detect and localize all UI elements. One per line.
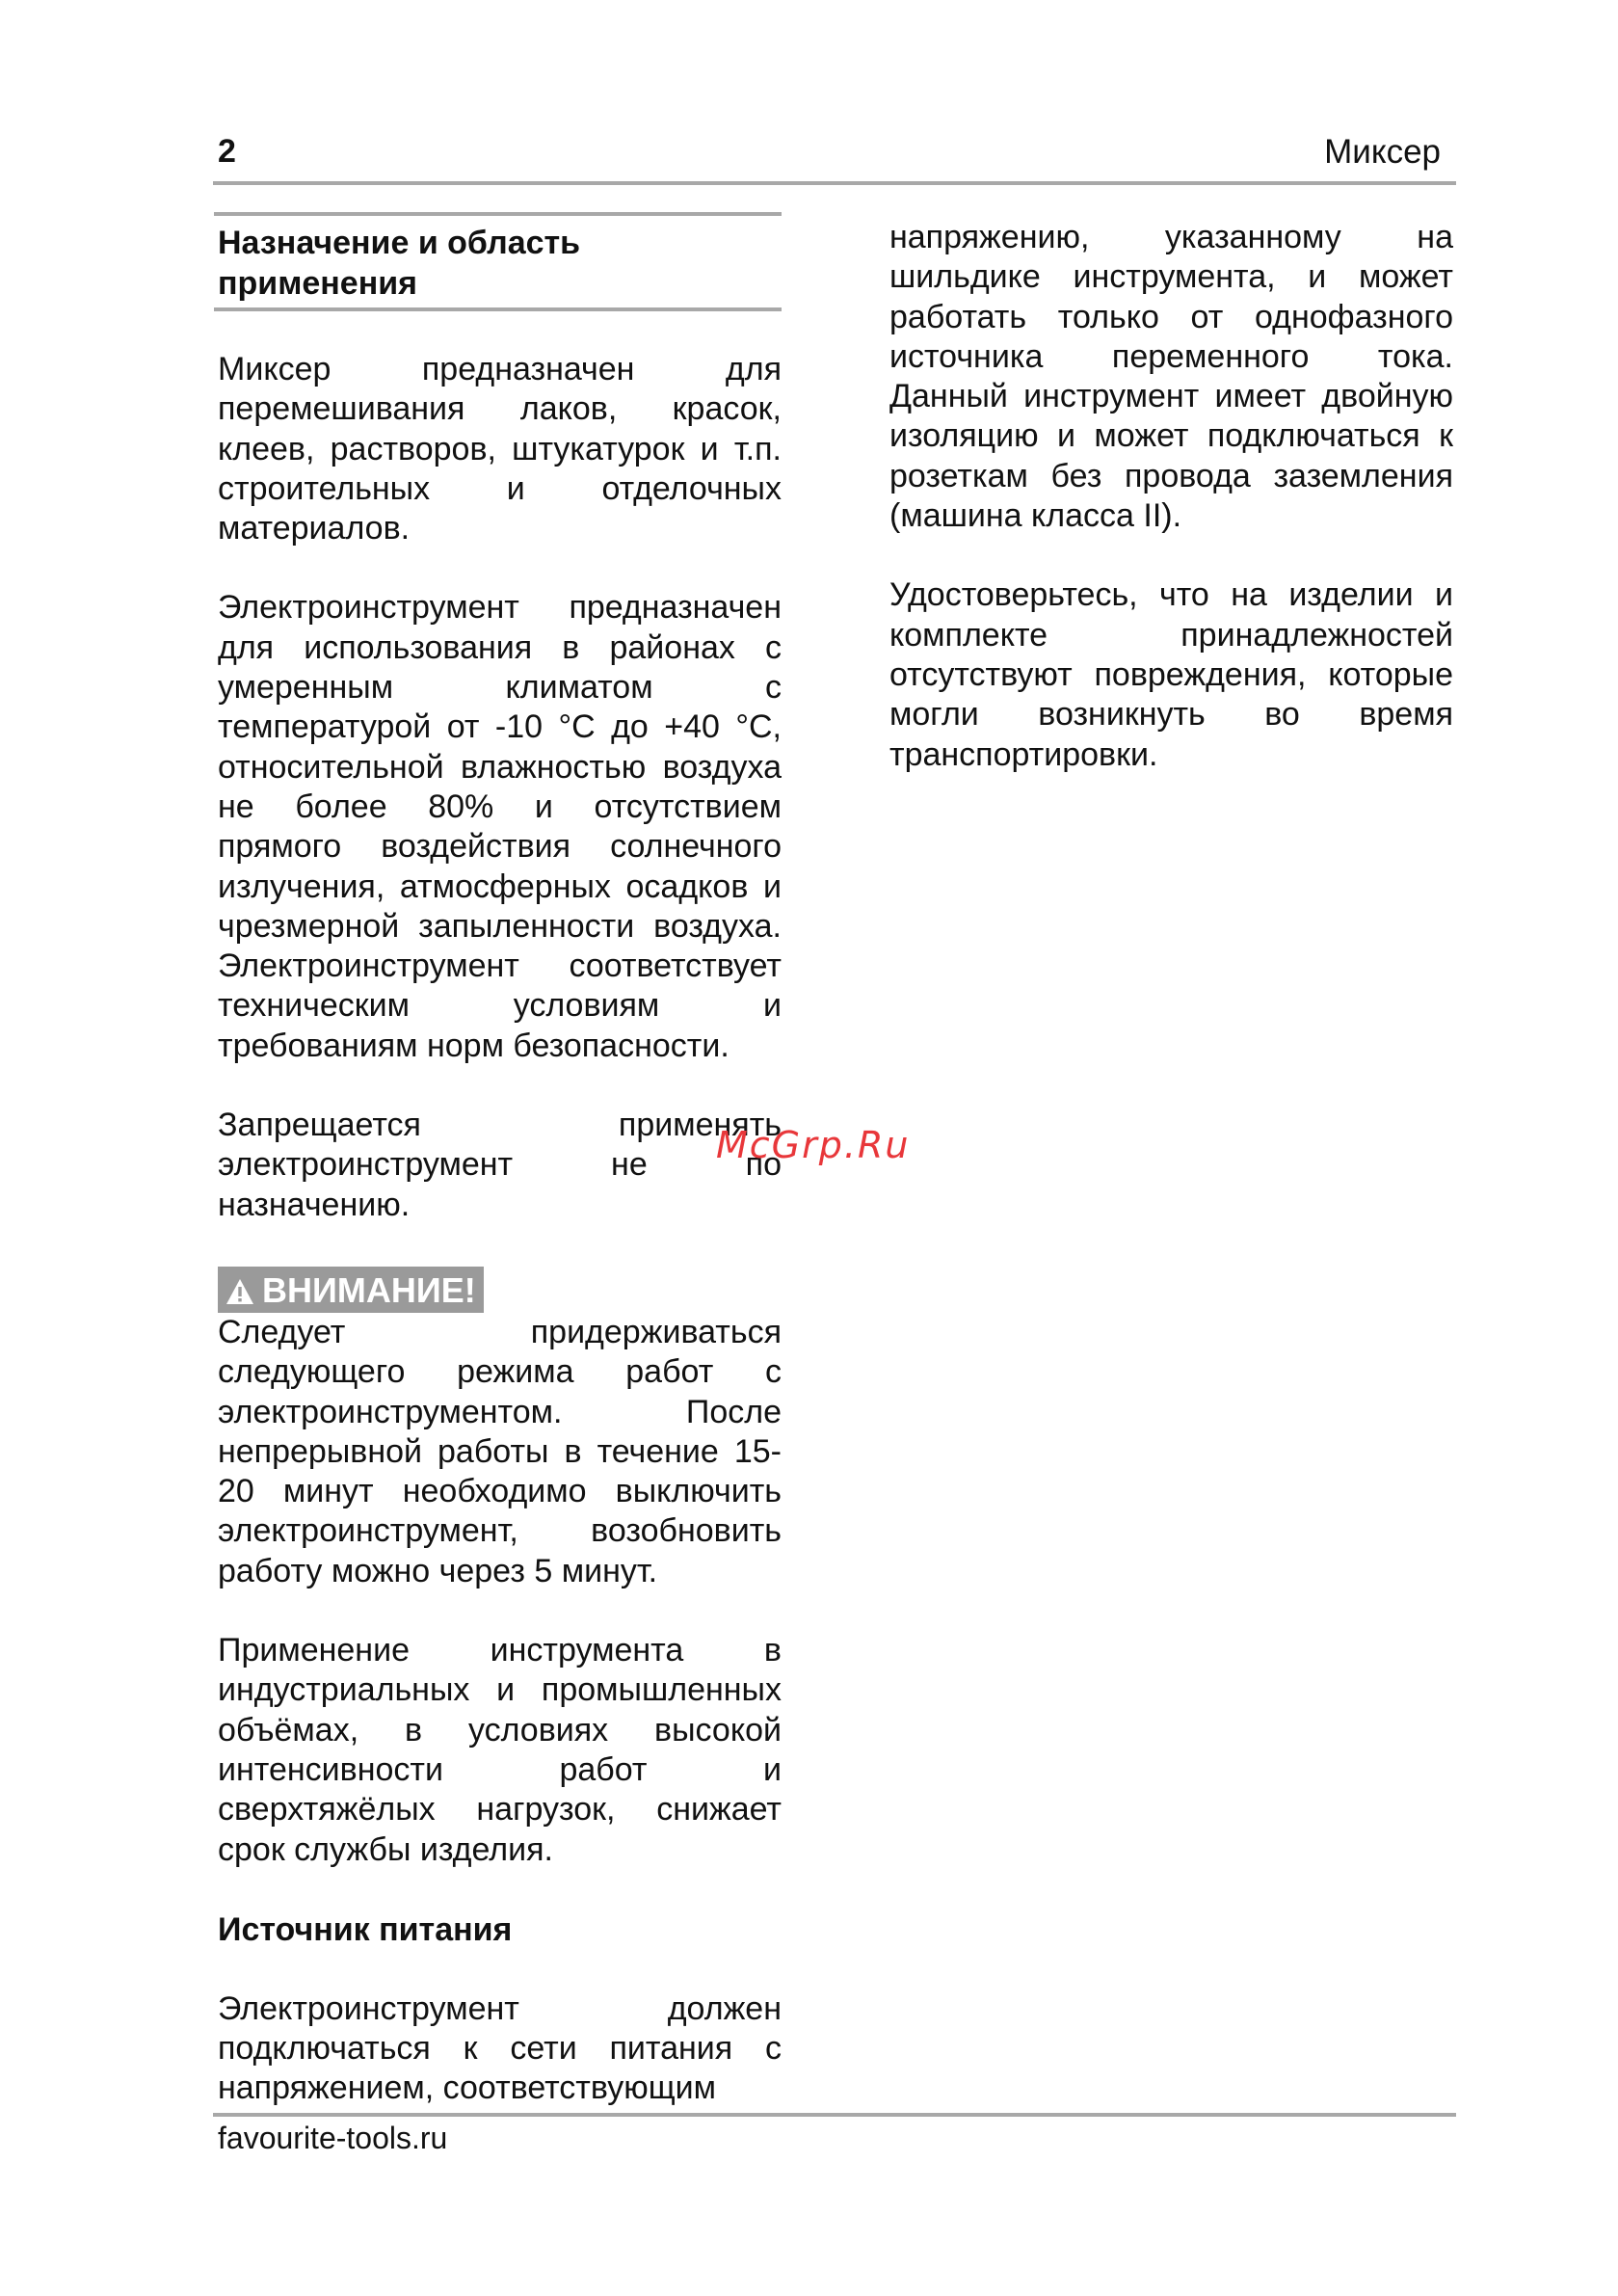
- footer-site: favourite-tools.ru: [218, 2121, 448, 2155]
- right-column: [889, 218, 1453, 775]
- section-heading-purpose: Назначение и область применения: [214, 212, 782, 311]
- warning-block: [218, 1265, 782, 1591]
- paragraph-power-start: Электроинструмент должен подключаться к сети питания с напряжением, соответствующим: [218, 1989, 782, 2107]
- section-heading-power-source: Источник питания: [218, 1910, 513, 1948]
- left-column: [218, 212, 782, 2109]
- warning-badge: [218, 1267, 484, 1313]
- page-header: [213, 123, 1456, 185]
- running-title: Миксер: [1324, 133, 1441, 171]
- paragraph-industrial-use: Применение инструмента в индустриальных и промышленных объёмах, в условиях высокой интенсивности работ и сверхтяжёлых нагрузок, снижает срок службы изделия.: [218, 1632, 782, 1868]
- page-number: 2: [218, 133, 236, 170]
- paragraph-power-continued: напряжению, указанному на шильдике инструмента, и может работать только от однофазного источника переменного тока. Данный инструмент имеет двойную изоляцию и может подключаться к розеткам без провода заземления (машина класса II).: [889, 219, 1453, 535]
- warning-triangle-icon: [225, 1278, 254, 1305]
- paragraph-prohibition: Запрещается применять электроинструмент не по назначению.: [218, 1107, 782, 1223]
- paragraph-purpose: Миксер предназначен для перемешивания лаков, красок, клеев, растворов, штукатурок и т.п. строительных и отделочных материалов.: [218, 351, 782, 547]
- watermark-logo: McGrp.Ru: [716, 1124, 911, 1166]
- paragraph-conditions: Электроинструмент предназначен для использования в районах с умеренным климатом с температурой от -10 °С до +40 °С, относительной влажностью воздуха не более 80% и отсутствием прямого воздействия солнечного излучения, атмосферных осадков и чрезмерной запыленности воздуха. Электроинструмент соответствует техническим условиям и требованиям норм безопасности.: [218, 589, 782, 1064]
- warning-label: ВНИМАНИЕ!: [262, 1269, 476, 1310]
- footer-divider: [213, 2113, 1456, 2117]
- warning-text: Следует придерживаться следующего режима работ с электроинструментом. После непрерывной работы в течение 15-20 минут необходимо выключить электроинструмент, возобновить работу можно через 5 минут.: [218, 1313, 782, 1589]
- paragraph-inspection: Удостоверьтесь, что на изделии и комплекте принадлежностей отсутствуют повреждения, которые могли возникнуть во время транспортировки.: [889, 576, 1453, 773]
